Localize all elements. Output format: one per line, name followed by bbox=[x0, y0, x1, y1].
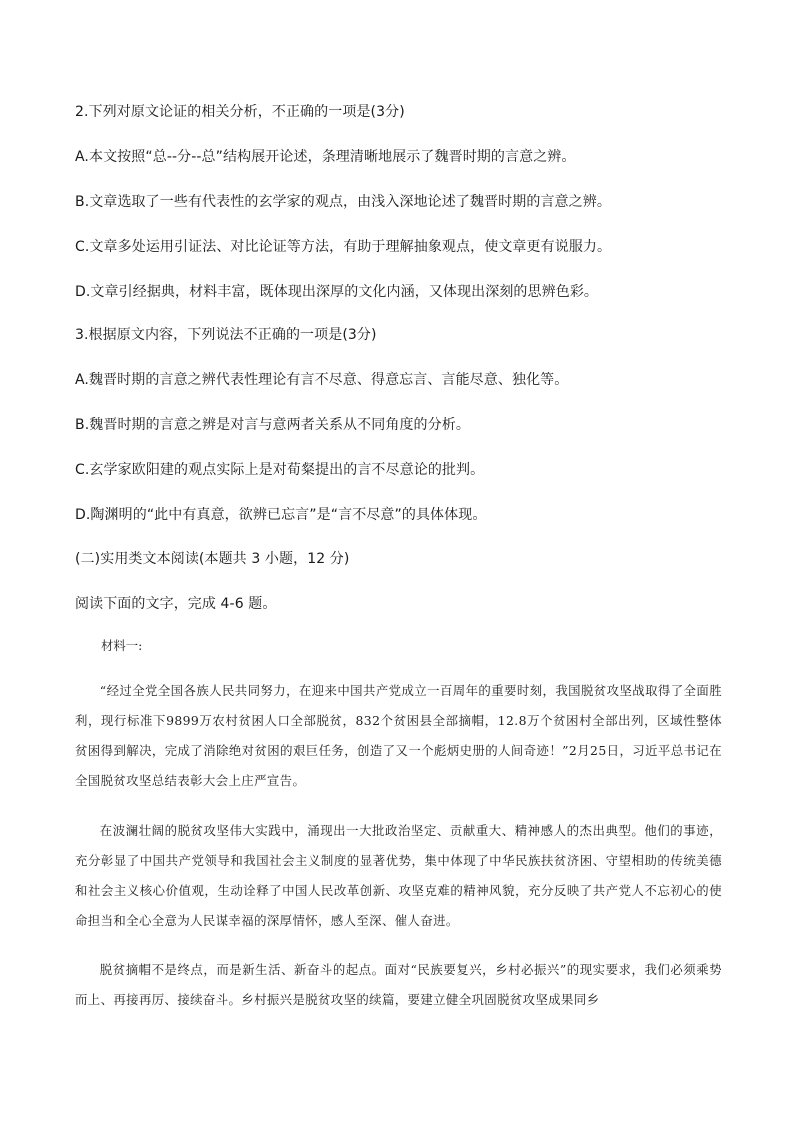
q3-option-b: B.魏晋时期的言意之辨是对言与意两者关系从不同角度的分析。 bbox=[75, 417, 470, 433]
q3-stem: 3.根据原文内容，下列说法不正确的一项是(3分) bbox=[75, 327, 377, 343]
material-paragraph-text: 在波澜壮阔的脱贫攻坚伟大实践中，涌现出一大批政治坚定、贡献重大、精神感人的杰出典型。他们的事迹，充分彰显了中国共产党领导和我国社会主义制度的显著优势，集中体现了中华民族扶贫济困、守望相助的传统美德和社会主义核心价值观，生动诠释了中国人民改革创新、攻坚克难的精神风貌，充分反映了共产党人不忘初心的使命担当和全心全意为人民谋幸福的深厚情怀，感人至深、催人奋进。 bbox=[75, 823, 722, 928]
material-title: 材料一: bbox=[101, 638, 143, 653]
material-paragraph-text: 脱贫摘帽不是终点，而是新生活、新奋斗的起点。面对“民族要复兴，乡村必振兴”的现实要求，我们必须乘势而上、再接再厉、接续奋斗。乡村振兴是脱贫攻坚的续篇，要建立健全巩固脱贫攻坚成果同乡 bbox=[75, 962, 722, 1007]
q2-option-b: B.文章选取了一些有代表性的玄学家的观点，由浅入深地论述了魏晋时期的言意之辨。 bbox=[75, 194, 611, 210]
material-paragraph-3 bbox=[75, 955, 722, 1015]
q3-option-d: D.陶渊明的“此中有真意，欲辨已忘言”是“言不尽意”的具体体现。 bbox=[75, 507, 487, 523]
material-paragraph-text: “经过全党全国各族人民共同努力，在迎来中国共产党成立一百周年的重要时刻，我国脱贫攻坚战取得了全面胜利，现行标准下9899万农村贫困人口全部脱贫，832个贫困县全部摘帽，12.8万个贫困村全部出列，区域性整体贫困得到解决，完成了消除绝对贫困的艰巨任务，创造了又一个彪炳史册的人间奇迹！”2月25日，习近平总书记在全国脱贫攻坚总结表彰大会上庄严宣告。 bbox=[75, 683, 722, 788]
section-instruction: 阅读下面的文字，完成 4-6 题。 bbox=[75, 596, 277, 612]
q3-option-c: C.玄学家欧阳建的观点实际上是对荀粲提出的言不尽意论的批判。 bbox=[75, 462, 485, 478]
q2-stem: 2.下列对原文论证的相关分析，不正确的一项是(3分) bbox=[75, 104, 405, 120]
q2-option-c: C.文章多处运用引证法、对比论证等方法，有助于理解抽象观点，使文章更有说服力。 bbox=[75, 239, 612, 255]
material-paragraph-1 bbox=[75, 676, 722, 796]
material-paragraph-2 bbox=[75, 816, 722, 936]
q2-option-d: D.文章引经据典，材料丰富，既体现出深厚的文化内涵，又体现出深刻的思辨色彩。 bbox=[75, 284, 599, 300]
q2-option-a: A.本文按照“总--分--总”结构展开论述，条理清晰地展示了魏晋时期的言意之辨。 bbox=[75, 149, 576, 165]
q3-option-a: A.魏晋时期的言意之辨代表性理论有言不尽意、得意忘言、言能尽意、独化等。 bbox=[75, 372, 569, 388]
section-heading: (二)实用类文本阅读(本题共 3 小题，12 分) bbox=[75, 551, 350, 567]
